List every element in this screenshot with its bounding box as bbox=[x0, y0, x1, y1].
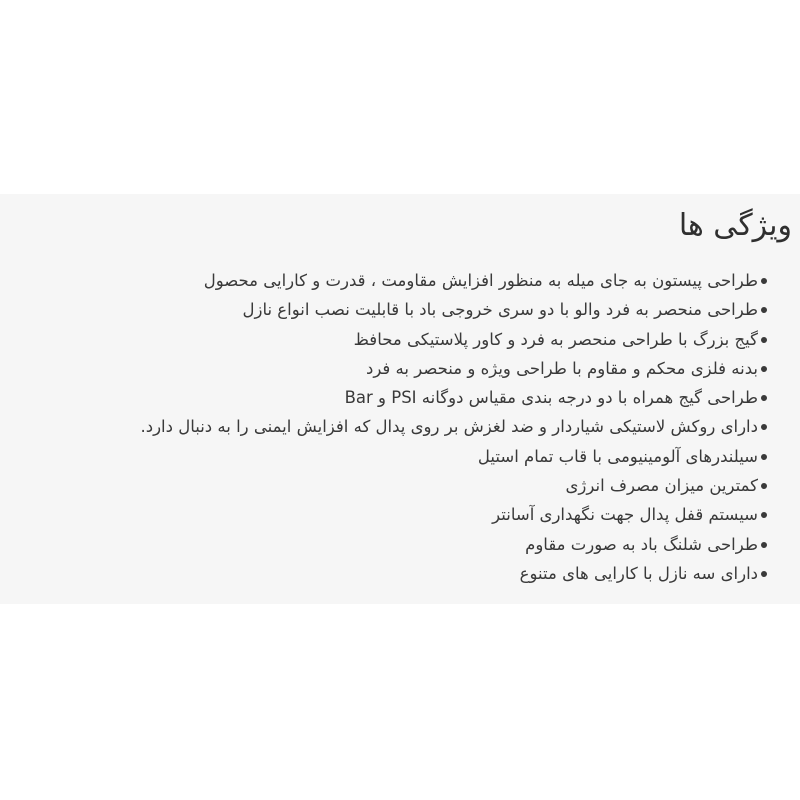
bullet-icon bbox=[761, 278, 767, 284]
bullet-icon bbox=[761, 366, 767, 372]
bullet-icon bbox=[761, 483, 767, 489]
bullet-icon bbox=[761, 542, 767, 548]
feature-item bbox=[0, 325, 800, 354]
feature-text: گیج بزرگ با طراحی منحصر به فرد و کاور پلاستیکی محافظ bbox=[353, 329, 758, 349]
feature-item bbox=[0, 383, 800, 412]
feature-item bbox=[0, 500, 800, 529]
feature-text: طراحی منحصر به فرد والو با دو سری خروجی باد با قابلیت نصب انواع نازل bbox=[242, 300, 758, 320]
features-list bbox=[0, 266, 800, 588]
bullet-icon bbox=[761, 512, 767, 518]
feature-item bbox=[0, 471, 800, 500]
feature-item bbox=[0, 442, 800, 471]
feature-text: بدنه فلزی محکم و مقاوم با طراحی ویژه و منحصر به فرد bbox=[365, 358, 758, 378]
feature-item bbox=[0, 412, 800, 441]
feature-text: کمترین میزان مصرف انرژی bbox=[565, 476, 758, 496]
feature-text: دارای روکش لاستیکی شیاردار و ضد لغزش بر روی پدال که افزایش ایمنی را به دنبال دارد. bbox=[140, 417, 758, 437]
bullet-icon bbox=[761, 571, 767, 577]
feature-text: طراحی پیستون به جای میله به منظور افزایش مقاومت ، قدرت و کارایی محصول bbox=[203, 271, 758, 290]
feature-text: سیلندرهای آلومینیومی با قاب تمام استیل bbox=[477, 446, 758, 466]
feature-item bbox=[0, 295, 800, 324]
feature-text: طراحی شلنگ باد به صورت مقاوم bbox=[525, 534, 758, 554]
bullet-icon bbox=[761, 424, 767, 430]
bullet-icon bbox=[761, 395, 767, 401]
bullet-icon bbox=[761, 337, 767, 343]
feature-text: سیستم قفل پدال جهت نگهداری آسانتر bbox=[492, 505, 758, 525]
feature-item bbox=[0, 354, 800, 383]
feature-text: طراحی گیج همراه با دو درجه بندی مقیاس دوگانه PSI و Bar bbox=[344, 388, 758, 408]
bullet-icon bbox=[761, 307, 767, 313]
feature-text: دارای سه نازل با کارایی های متنوع bbox=[519, 563, 758, 583]
feature-item bbox=[0, 266, 800, 295]
feature-item bbox=[0, 559, 800, 588]
feature-item bbox=[0, 530, 800, 559]
features-title: ویژگی ها bbox=[678, 208, 792, 243]
bullet-icon bbox=[761, 454, 767, 460]
features-panel bbox=[0, 194, 800, 604]
